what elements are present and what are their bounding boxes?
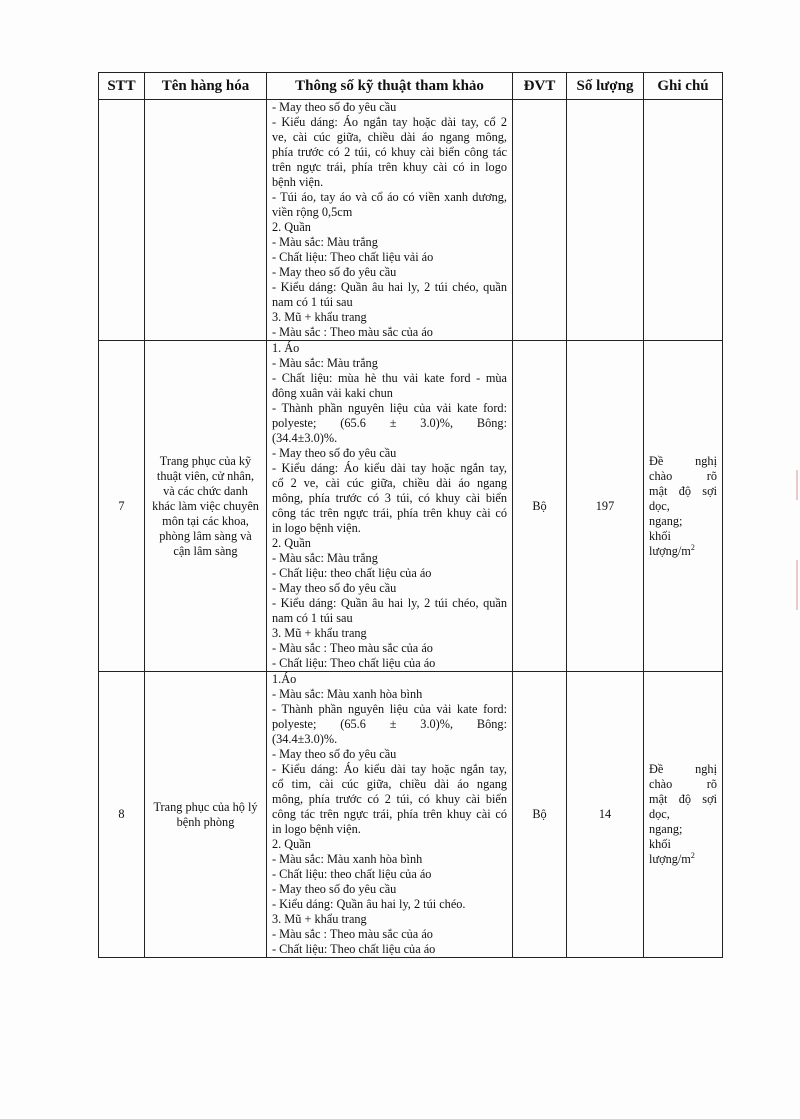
spec-line: - Chất liệu: theo chất liệu của áo	[272, 867, 432, 881]
row-unit	[513, 100, 567, 341]
spec-line: - Chất liệu: Theo chất liệu vải áo	[272, 250, 434, 264]
note-line: chào rõ	[649, 777, 717, 791]
row-item-name	[145, 100, 267, 341]
spec-line: - Chất liệu: Theo chất liệu của áo	[272, 656, 436, 670]
note-unit-text: lượng/m	[649, 852, 691, 866]
row-stt: 7	[99, 341, 145, 672]
spec-line: - Kiểu dáng: Quần âu hai ly, 2 túi chéo, quần	[272, 596, 507, 610]
spec-line: 1.Áo	[272, 672, 297, 686]
row-quantity: 14	[567, 672, 644, 958]
note-line: dọc,	[649, 807, 670, 821]
row-specification	[267, 341, 513, 672]
spec-line: 3. Mũ + khẩu trang	[272, 626, 367, 640]
note-unit-superscript: 2	[690, 850, 695, 860]
row-quantity	[567, 100, 644, 341]
spec-line: polyeste; (65.6 ± 3.0)%, Bông:	[272, 416, 507, 430]
spec-line: in logo bệnh viện.	[272, 822, 361, 836]
spec-line: - May theo số đo yêu cầu	[272, 100, 397, 114]
note-line: mật độ sợi	[649, 483, 717, 498]
note-line: Đề nghị	[649, 453, 717, 468]
row-quantity: 197	[567, 341, 644, 672]
spec-line: - Màu sắc : Theo màu sắc của áo	[272, 927, 433, 941]
spec-line: - Màu sắc : Theo màu sắc của áo	[272, 641, 433, 655]
spec-line: - Chất liệu: Theo chất liệu của áo	[272, 942, 436, 956]
table-row	[99, 672, 723, 958]
spec-line: 1. Áo	[272, 341, 300, 355]
spec-line: (34.4±3.0)%.	[272, 431, 338, 445]
spec-line: - May theo số đo yêu cầu	[272, 265, 397, 279]
scan-edge-mark	[796, 560, 798, 610]
spec-line: nam có 1 túi sau	[272, 611, 353, 625]
spec-line: phía trước có 2 túi, có khuy cài biển công tác	[272, 145, 507, 159]
spec-line: (34.4±3.0)%.	[272, 732, 338, 746]
spec-line: công tác trên ngực trái, phía trên khuy cài có	[272, 506, 507, 520]
spec-line: - Màu sắc: Màu trắng	[272, 356, 378, 370]
spec-line: - Chất liệu: mùa hè thu vải kate ford - mùa	[272, 371, 507, 385]
table-body	[99, 100, 723, 958]
spec-line: - Chất liệu: theo chất liệu của áo	[272, 566, 432, 580]
spec-line: - May theo số đo yêu cầu	[272, 581, 397, 595]
spec-line: - Kiểu dáng: Áo ngắn tay hoặc dài tay, cổ 2	[272, 115, 507, 129]
spec-line: nam có 1 túi sau	[272, 295, 353, 309]
spec-line: - May theo số đo yêu cầu	[272, 747, 397, 761]
note-line: mật độ sợi	[649, 792, 717, 806]
spec-line: - Kiểu dáng: Quần âu hai ly, 2 túi chéo.	[272, 897, 466, 911]
spec-line: bệnh viện.	[272, 175, 324, 189]
spec-line: - Màu sắc: Màu xanh hòa bình	[272, 687, 423, 701]
spec-line: cổ tim, cài cúc giữa, chiều dài áo ngang	[272, 777, 507, 791]
table-row	[99, 341, 723, 672]
spec-line: đông xuân vải kaki chun	[272, 386, 393, 400]
note-unit-superscript: 2	[690, 542, 695, 552]
spec-line: - May theo số đo yêu cầu	[272, 446, 397, 460]
spec-line: - Màu sắc : Theo màu sắc của áo	[272, 325, 433, 339]
spec-line: 2. Quần	[272, 220, 311, 234]
spec-line: 2. Quần	[272, 837, 311, 851]
spec-line: - Thành phần nguyên liệu của vải kate ford:	[272, 702, 507, 716]
note-line: khối	[649, 528, 671, 543]
spec-line: - Màu sắc: Màu trắng	[272, 235, 378, 249]
row-note	[644, 672, 723, 958]
note-line: ngang;	[649, 513, 683, 528]
header-spec: Thông số kỹ thuật tham khảo	[267, 73, 513, 100]
row-item-name: Trang phục của hộ lý bệnh phòng	[145, 672, 267, 958]
spec-line: - Thành phần nguyên liệu của vải kate ford:	[272, 401, 507, 415]
header-stt: STT	[99, 73, 145, 100]
note-line	[649, 852, 717, 867]
spec-line: - Kiểu dáng: Áo kiểu dài tay hoặc ngắn tay,	[272, 762, 507, 776]
spec-line: - Túi áo, tay áo và cổ áo có viền xanh dương,	[272, 190, 507, 204]
spec-line: công tác trên ngực trái, phía trên khuy cài có	[272, 807, 507, 821]
note-line: chào rõ	[649, 468, 717, 483]
spec-line: ve, cài cúc giữa, chiều dài áo ngang mông,	[272, 130, 507, 144]
row-item-name: Trang phục của kỹ thuật viên, cử nhân, và các chức danh khác làm việc chuyên môn tại các khoa, phòng lâm sàng và cận lâm sàng	[145, 341, 267, 672]
spec-line: polyeste; (65.6 ± 3.0)%, Bông:	[272, 717, 507, 731]
spec-line: - Kiểu dáng: Áo kiểu dài tay hoặc ngắn tay,	[272, 461, 507, 475]
spec-line: - Màu sắc: Màu xanh hòa bình	[272, 852, 423, 866]
spec-line: viền rộng 0,5cm	[272, 205, 353, 219]
spec-line: 3. Mũ + khẩu trang	[272, 912, 367, 926]
row-stt: 8	[99, 672, 145, 958]
header-qty: Số lượng	[567, 73, 644, 100]
row-specification	[267, 672, 513, 958]
note-line	[649, 544, 717, 559]
spec-line: cổ 2 ve, cài cúc giữa, chiều dài áo ngang	[272, 476, 507, 490]
note-line: dọc,	[649, 498, 670, 513]
row-note	[644, 100, 723, 341]
spec-line: 2. Quần	[272, 536, 311, 550]
spec-line: - May theo số đo yêu cầu	[272, 882, 397, 896]
scan-edge-mark	[796, 470, 798, 500]
row-specification	[267, 100, 513, 341]
row-note	[644, 341, 723, 672]
table-header-row	[99, 73, 723, 100]
spec-line: mông, phía trước có 2 túi, có khuy cài biển	[272, 792, 507, 806]
spec-line: - Màu sắc: Màu trắng	[272, 551, 378, 565]
header-name: Tên hàng hóa	[145, 73, 267, 100]
header-unit: ĐVT	[513, 73, 567, 100]
note-line: Đề nghị	[649, 762, 717, 776]
row-unit: Bộ	[513, 341, 567, 672]
note-unit-text: lượng/m	[649, 543, 691, 558]
row-stt	[99, 100, 145, 341]
spec-line: mông, phía trước có 3 túi, có khuy cài biển	[272, 491, 507, 505]
note-line: khối	[649, 837, 671, 851]
spec-line: - Kiểu dáng: Quần âu hai ly, 2 túi chéo, quần	[272, 280, 507, 294]
table-row	[99, 100, 723, 341]
spec-line: 3. Mũ + khẩu trang	[272, 310, 367, 324]
header-note: Ghi chú	[644, 73, 723, 100]
spec-line: trên ngực trái, phía trên khuy cài có in logo	[272, 160, 507, 174]
spec-line: in logo bệnh viện.	[272, 521, 361, 535]
row-unit: Bộ	[513, 672, 567, 958]
note-line: ngang;	[649, 822, 683, 836]
specification-table	[98, 72, 723, 958]
